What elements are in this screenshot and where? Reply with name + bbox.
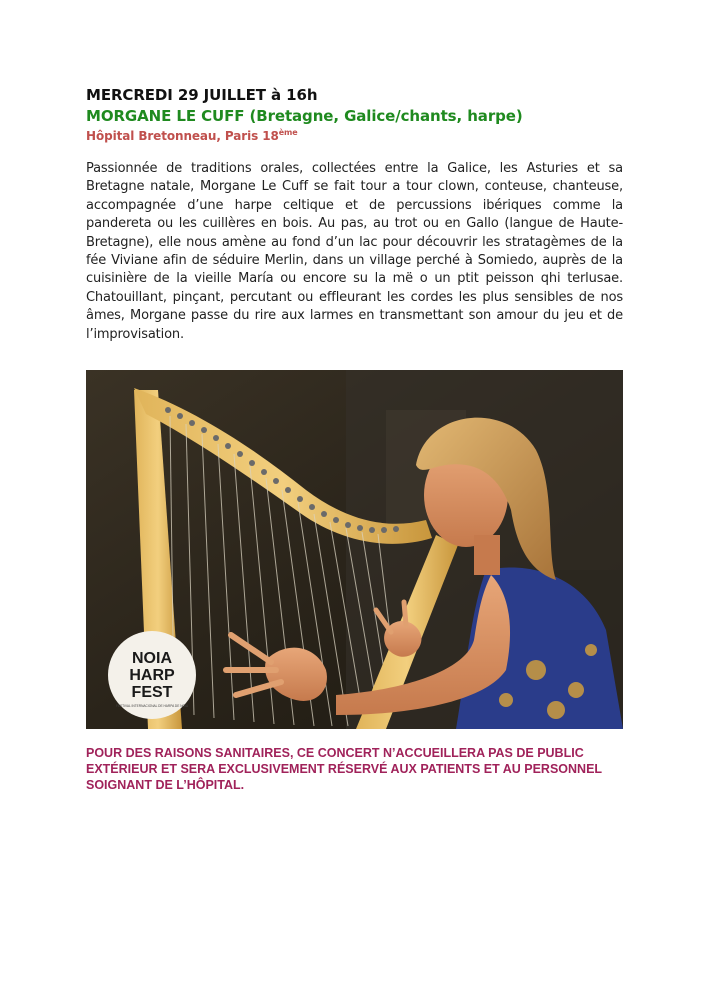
event-date: MERCREDI 29 JUILLET à 16h: [86, 86, 318, 104]
venue-superscript: ème: [278, 128, 298, 137]
noia-harp-fest-logo: [108, 631, 196, 719]
artist-title: MORGANE LE CUFF (Bretagne, Galice/chants, harpe): [86, 107, 523, 125]
sanitary-notice: POUR DES RAISONS SANITAIRES, CE CONCERT N’ACCUEILLERA PAS DE PUBLIC EXTÉRIEUR ET SERA EXCLUSIVEMENT RÉSERVÉ AUX PATIENTS ET AU PERSONNEL SOIGNANT DE L’HÔPITAL.: [86, 746, 602, 792]
svg-text:HARP: HARP: [129, 667, 175, 684]
svg-text:FEST: FEST: [131, 684, 173, 701]
artist-photo: [86, 370, 623, 729]
svg-text:FESTIVAL INTERNACIONAL DE HARP: FESTIVAL INTERNACIONAL DE HARPA DE NOIA: [115, 704, 189, 708]
event-description: Passionnée de traditions orales, collectées entre la Galice, les Asturies et sa Bretagne natale, Morgane Le Cuff se fait tour a tour clown, conteuse, chanteuse, accompagnée d’une harpe celtique et de percussions ibériques comme la pandereta ou les cuillères en bois. Au pas, au trot ou en Gallo (langue de Haute-Bretagne), elle nous amène au fond d’un lac pour découvrir les stratagèmes de la fée Viviane afin de séduire Merlin, dans un village perché à Somiedo, auprès de la cuisinière de la vieille María ou encore su la më o un ptit peisson qhi terlusae. Chatouillant, pinçant, percutant ou effleurant les cordes les plus sensibles de nos âmes, Morgane passe du rire aux larmes en transmettant son amour du jeu et de l’improvisation.: [86, 161, 623, 342]
svg-text:NOIA: NOIA: [132, 650, 172, 667]
venue: [86, 128, 298, 143]
venue-name: Hôpital Bretonneau, Paris 18: [86, 129, 279, 143]
